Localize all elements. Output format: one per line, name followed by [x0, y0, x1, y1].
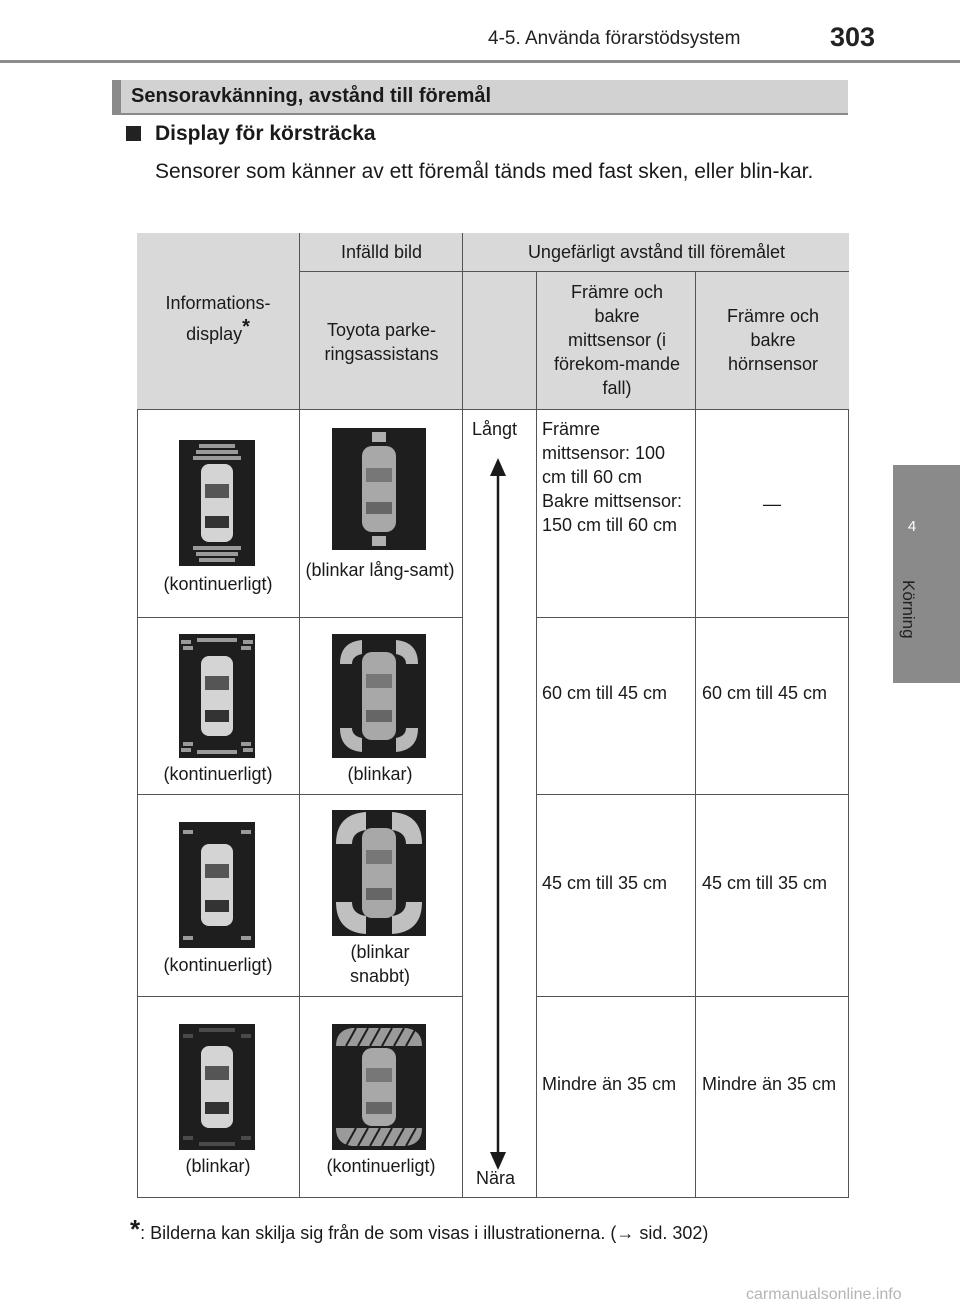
footnote-marker: *: [130, 1214, 141, 1244]
row2-center-text: 60 cm till 45 cm: [542, 683, 668, 703]
intro-paragraph: Sensorer som känner av ett föremål tänds med fast sken, eller blin-kar.: [155, 160, 814, 183]
section-title-bar: [112, 80, 848, 113]
header-center-sensor: [536, 271, 695, 409]
info-display-image-3: [179, 822, 255, 948]
subheading: Display för körsträcka: [155, 122, 376, 145]
chapter-label: Körning: [899, 580, 918, 639]
row4-inset-caption: (kontinuerligt): [326, 1156, 436, 1176]
row1-center-text: Främre mittsensor: 100 cm till 60 cm Bakre mittsensor: 150 cm till 60 cm: [542, 419, 683, 535]
header-arrow-cell: [462, 271, 536, 409]
inset-image-4: [332, 1024, 426, 1150]
row3-corner-text: 45 cm till 35 cm: [702, 873, 828, 893]
row2-center-cell: [536, 617, 695, 794]
header-corner-sensor: [695, 271, 849, 409]
arrow-right-icon: →: [616, 1223, 635, 1243]
row1-info-caption: (kontinuerligt): [163, 574, 273, 594]
info-display-image-1: [179, 440, 255, 566]
row4-center-cell: [536, 996, 695, 1198]
row3-inset-caption: (blinkar snabbt): [349, 942, 411, 986]
square-bullet-icon: [126, 126, 141, 141]
header-distance-text: Ungefärligt avstånd till föremålet: [527, 242, 786, 262]
header-corner-sensor-text: Främre och bakre hörnsensor: [726, 306, 820, 374]
header-inset-sub: [299, 271, 462, 409]
row3-corner-cell: [695, 794, 849, 996]
section-title: Sensoravkänning, avstånd till föremål: [131, 85, 492, 107]
footnote: [130, 1208, 708, 1244]
row2-corner-cell: [695, 617, 849, 794]
row3-info-caption: (kontinuerligt): [163, 955, 273, 975]
info-display-image-2: [179, 634, 255, 758]
car-topview-icon: [179, 822, 255, 948]
asterisk-marker: *: [242, 316, 250, 338]
footnote-text: : Bilderna kan skilja sig från de som visas i illustrationerna. (: [140, 1223, 617, 1243]
row1-inset-caption: (blinkar lång-samt): [305, 560, 455, 580]
chapter-tab: [893, 465, 960, 683]
car-inset-icon: [332, 810, 426, 936]
header-rule: [0, 60, 960, 63]
row4-center-text: Mindre än 35 cm: [542, 1074, 677, 1094]
car-inset-icon: [332, 1024, 426, 1150]
inset-image-3: [332, 810, 426, 936]
car-topview-icon: [179, 634, 255, 758]
car-inset-icon: [332, 428, 426, 550]
row2-corner-text: 60 cm till 45 cm: [702, 683, 828, 703]
header-inset: [299, 233, 462, 271]
row4-corner-text: Mindre än 35 cm: [702, 1074, 837, 1094]
info-display-image-4: [179, 1024, 255, 1150]
header-inset-sub-text: Toyota parke-ringsassistans: [324, 320, 439, 364]
car-topview-icon: [179, 440, 255, 566]
header-section-title: 4-5. Använda förarstödsystem: [488, 28, 741, 49]
car-topview-icon: [179, 1024, 255, 1150]
header-distance: [462, 233, 849, 271]
header-inset-text: Infälld bild: [340, 242, 423, 262]
inset-image-2: [332, 634, 426, 758]
chapter-number: 4: [907, 518, 917, 535]
row3-center-cell: [536, 794, 695, 996]
car-inset-icon: [332, 634, 426, 758]
header-info-display: [137, 233, 299, 409]
header-info-display-label: Informations-display: [165, 293, 271, 344]
watermark: carmanualsonline.info: [746, 1286, 902, 1303]
row4-info-caption: (blinkar): [185, 1156, 251, 1176]
header-info-display-text: [145, 291, 291, 346]
row1-corner-text: —: [763, 494, 781, 514]
section-rule: [112, 113, 848, 115]
inset-image-1: [332, 428, 426, 550]
arrow-label-near: Nära: [476, 1168, 516, 1188]
arrow-label-far: Långt: [472, 419, 518, 439]
footnote-ref: sid. 302): [634, 1223, 709, 1243]
row3-center-text: 45 cm till 35 cm: [542, 873, 668, 893]
distance-arrow-icon: [486, 458, 510, 1170]
page-number: 303: [830, 22, 876, 52]
row2-info-caption: (kontinuerligt): [163, 764, 273, 784]
header-center-sensor-text: Främre och bakre mittsensor (i förekom-mande fall): [553, 282, 681, 398]
row2-inset-caption: (blinkar): [347, 764, 413, 784]
row4-corner-cell: [695, 996, 849, 1198]
